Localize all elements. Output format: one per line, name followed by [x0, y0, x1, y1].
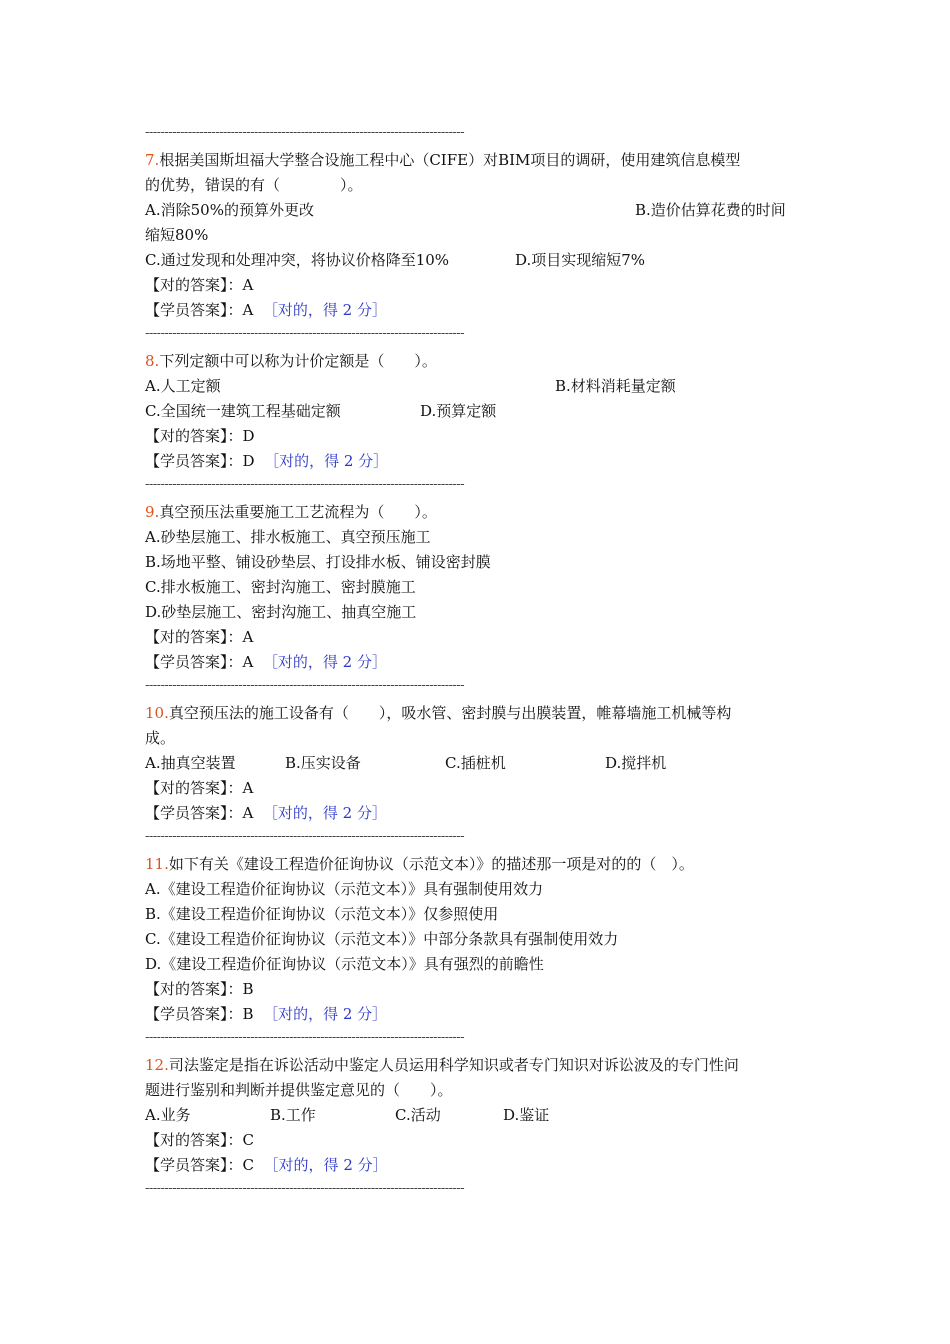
separator-line: ---------------------------------------------------------------------------------- — [145, 678, 465, 693]
separator-line: ---------------------------------------------------------------------------------- — [145, 1030, 465, 1045]
score-result: ［对的，得 2 分］ — [262, 301, 387, 319]
student-answer: 【学员答案】：A ［对的，得 2 分］ — [145, 804, 387, 822]
option-row — [145, 374, 807, 399]
question-number: 9. — [145, 503, 160, 521]
student-answer: 【学员答案】：A ［对的，得 2 分］ — [145, 653, 387, 671]
option-d: D.《建设工程造价征询协议（示范文本）》具有强烈的前瞻性 — [145, 955, 544, 973]
score-result: ［对的，得 2 分］ — [262, 804, 387, 822]
option-c: C.活动 — [395, 1106, 441, 1124]
option-c: C.《建设工程造价征询协议（示范文本）》中部分条款具有强制使用效力 — [145, 930, 619, 948]
question-stem: 9.真空预压法重要施工工艺流程为（ ）。 — [145, 503, 437, 521]
option-a: A.消除50%的预算外更改 — [145, 201, 314, 219]
option-row — [145, 399, 807, 424]
score-result: ［对的，得 2 分］ — [263, 1005, 388, 1023]
option-row — [145, 248, 807, 273]
question-number: 12. — [145, 1056, 169, 1074]
separator-line: ---------------------------------------------------------------------------------- — [145, 829, 465, 844]
question-stem-cont: 的优势，错误的有（ ）。 — [145, 176, 363, 194]
separator-line: ---------------------------------------------------------------------------------- — [145, 125, 465, 140]
student-answer: 【学员答案】：D ［对的，得 2 分］ — [145, 452, 389, 470]
question-10 — [145, 701, 807, 826]
question-11 — [145, 852, 807, 1027]
question-number: 7. — [145, 151, 160, 169]
correct-answer: 【对的答案】：A — [145, 628, 254, 646]
option-c: C.排水板施工、密封沟施工、密封膜施工 — [145, 578, 416, 596]
option-c: C.插桩机 — [445, 754, 506, 772]
correct-answer: 【对的答案】：B — [145, 980, 254, 998]
question-stem: 8.下列定额中可以称为计价定额是（ ）。 — [145, 352, 437, 370]
option-d: D.预算定额 — [420, 402, 497, 420]
quiz-content — [145, 122, 807, 1200]
question-12 — [145, 1053, 807, 1178]
question-stem: 12.司法鉴定是指在诉讼活动中鉴定人员运用科学知识或者专门知识对诉讼波及的专门性问 — [145, 1056, 739, 1074]
score-result: ［对的，得 2 分］ — [263, 1156, 388, 1174]
option-c: C.通过发现和处理冲突，将协议价格降至10% — [145, 251, 450, 269]
correct-answer: 【对的答案】：C — [145, 1131, 254, 1149]
student-answer: 【学员答案】：B ［对的，得 2 分］ — [145, 1005, 388, 1023]
option-b: B.造价估算花费的时间 — [635, 201, 786, 219]
option-row — [145, 751, 807, 776]
option-a: A.砂垫层施工、排水板施工、真空预压施工 — [145, 528, 431, 546]
question-number: 8. — [145, 352, 160, 370]
question-8 — [145, 349, 807, 474]
option-d: D.项目实现缩短7% — [515, 251, 646, 269]
option-row — [145, 1103, 807, 1128]
option-b: B.压实设备 — [285, 754, 361, 772]
correct-answer: 【对的答案】：A — [145, 276, 254, 294]
option-b: B.场地平整、铺设砂垫层、打设排水板、铺设密封膜 — [145, 553, 491, 571]
option-b: B.工作 — [270, 1106, 316, 1124]
student-answer: 【学员答案】：A ［对的，得 2 分］ — [145, 301, 387, 319]
score-result: ［对的，得 2 分］ — [262, 653, 387, 671]
separator-line: ---------------------------------------------------------------------------------- — [145, 477, 465, 492]
option-c: C.全国统一建筑工程基础定额 — [145, 402, 341, 420]
option-d: D.搅拌机 — [605, 754, 667, 772]
option-b: B.材料消耗量定额 — [555, 377, 676, 395]
option-a: A.抽真空装置 — [145, 754, 236, 772]
question-number: 10. — [145, 704, 169, 722]
student-answer: 【学员答案】：C ［对的，得 2 分］ — [145, 1156, 388, 1174]
option-d: D.砂垫层施工、密封沟施工、抽真空施工 — [145, 603, 417, 621]
question-stem-cont: 题进行鉴别和判断并提供鉴定意见的（ ）。 — [145, 1081, 453, 1099]
option-a: A.人工定额 — [145, 377, 221, 395]
question-stem: 11.如下有关《建设工程造价征询协议（示范文本）》的描述那一项是对的的（ ）。 — [145, 855, 694, 873]
correct-answer: 【对的答案】：A — [145, 779, 254, 797]
option-a: A.《建设工程造价征询协议（示范文本）》具有强制使用效力 — [145, 880, 544, 898]
question-stem: 7.根据美国斯坦福大学整合设施工程中心（CIFE）对BIM项目的调研，使用建筑信息模型 — [145, 151, 741, 169]
question-stem: 10.真空预压法的施工设备有（ ），吸水管、密封膜与出膜装置，帷幕墙施工机械等构 — [145, 704, 732, 722]
correct-answer: 【对的答案】：D — [145, 427, 255, 445]
option-b-cont: 缩短80% — [145, 226, 209, 244]
question-9 — [145, 500, 807, 675]
score-result: ［对的，得 2 分］ — [264, 452, 389, 470]
separator-line: ---------------------------------------------------------------------------------- — [145, 326, 465, 341]
option-row — [145, 198, 807, 223]
separator-line: ---------------------------------------------------------------------------------- — [145, 1181, 465, 1196]
question-7 — [145, 148, 807, 323]
question-number: 11. — [145, 855, 169, 873]
option-b: B.《建设工程造价征询协议（示范文本）》仅参照使用 — [145, 905, 499, 923]
option-a: A.业务 — [145, 1106, 191, 1124]
question-stem-cont: 成。 — [145, 729, 176, 747]
option-d: D.鉴证 — [503, 1106, 550, 1124]
